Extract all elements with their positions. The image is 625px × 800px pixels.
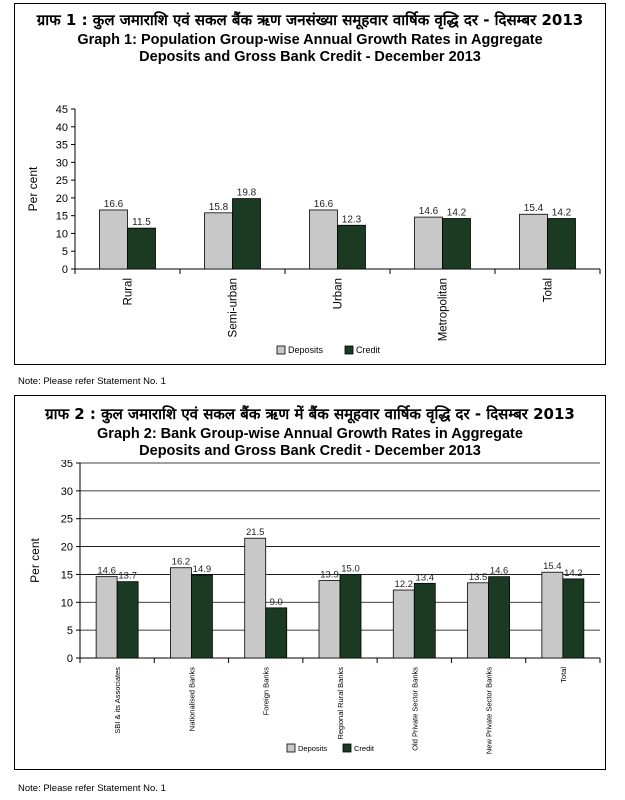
chart-2-bar-deposits [393,590,414,658]
chart-1-legend-swatch-credit [345,346,353,354]
chart-2-category-label: Old Private Sector Banks [410,667,420,751]
chart-2-bar-deposits [542,572,563,658]
chart-2-bar-credit [563,579,584,658]
chart-1-y-tick-label: 25 [55,175,68,188]
chart-1-bar-credit [443,219,471,269]
chart-2-bar-credit [117,582,138,658]
chart-1-category-label: Metropolitan [437,278,450,342]
chart-1-title-line1: Graph 1: Population Group-wise Annual Growth Rates in Aggregate [77,32,543,48]
chart-1-bar-deposits [205,213,233,269]
chart-1-data-label: 15.4 [523,203,544,215]
chart-2-data-label: 9.0 [269,596,283,608]
chart-2-bar-deposits [468,583,489,658]
chart-1-data-label: 14.2 [551,207,572,219]
chart-1-note: Note: Please refer Statement No. 1 [18,376,166,387]
chart-2-y-tick-label: 0 [66,653,73,665]
chart-2-hindi-title: ग्राफ 2 : कुल जमाराशि एवं सकल बैंक ऋण में बैंक समूहवार वार्षिक वृद्धि दर - दिसम्बर 2013 [45,405,575,423]
chart-2-data-label: 14.9 [192,563,212,575]
chart-2-category-label: Total [558,667,568,683]
chart-2-legend-swatch-credit [343,744,351,752]
chart-2-data-label: 14.6 [97,565,116,577]
chart-1-bar-credit [548,219,576,269]
chart-1-y-tick-label: 30 [55,157,68,170]
chart-2-category-label: Regional Rural Banks [336,667,345,740]
chart-1-y-tick-label: 15 [55,210,68,223]
chart-2-y-tick-label: 5 [66,625,73,638]
chart-1-data-label: 16.6 [313,198,334,210]
chart-2-category-label: SBI & its Associates [113,667,123,734]
chart-1-y-tick-label: 45 [55,104,68,116]
chart-2-data-label: 14.6 [489,565,509,577]
chart-1-hindi-title: ग्राफ 1 : कुल जमाराशि एवं सकल बैंक ऋण जनसंख्या समूहवार वार्षिक वृद्धि दर - दिसम्बर 2013 [36,11,584,29]
chart-2-bar-credit [489,577,510,658]
chart-1-bar-deposits [310,210,338,269]
chart-2-y-tick-label: 30 [60,485,73,498]
chart-1-legend-label-credit: Credit [356,345,381,355]
chart-1-y-tick-label: 10 [55,228,68,241]
chart-2-legend-label-credit: Credit [354,744,375,753]
chart-1-legend-swatch-deposits [277,346,285,354]
chart-1-data-label: 15.8 [208,201,229,213]
chart-1-bar-deposits [100,210,128,269]
chart-1-y-tick-label: 0 [61,264,68,276]
chart-2-category-label: New Private Sector Banks [484,667,494,755]
chart-2-y-tick-label: 10 [60,597,73,610]
chart-2-panel [14,395,606,770]
chart-2-legend-label-deposits: Deposits [298,744,328,753]
chart-1-y-tick-label: 40 [55,121,68,134]
chart-1-bar-deposits [415,217,443,269]
chart-2-y-tick-label: 20 [60,541,73,554]
chart-1-panel [14,3,606,365]
chart-2-bar-deposits [319,581,340,658]
chart-2-data-label: 21.5 [245,527,265,539]
chart-2-y-tick-label: 25 [60,513,73,526]
chart-2-y-tick-label: 15 [60,569,73,582]
chart-1-y-tick-label: 35 [55,139,68,152]
chart-1-bar-credit [128,228,156,269]
chart-2-bar-credit [340,574,361,658]
chart-1-bar-credit [338,225,366,269]
chart-2-bar-credit [191,575,212,658]
chart-1-bar-deposits [520,214,548,269]
chart-2-bar-credit [266,608,287,658]
chart-1-data-label: 12.3 [341,214,362,226]
chart-1-data-label: 14.6 [418,206,439,218]
chart-2-title-line2: Deposits and Gross Bank Credit - December 2013 [139,443,481,459]
chart-1-y-tick-label: 5 [61,246,68,259]
chart-2-legend-swatch-deposits [287,744,295,752]
chart-2-data-label: 12.2 [394,579,414,591]
chart-2-data-label: 15.0 [341,563,360,575]
chart-2-title-line1: Graph 2: Bank Group-wise Annual Growth Rates in Aggregate [97,426,523,442]
chart-2-bar-deposits [96,577,117,658]
chart-2-y-tick-label: 35 [60,460,73,470]
chart-1-y-axis-title: Per cent [26,166,40,212]
chart-1-plot [15,66,605,366]
chart-1-category-label: Semi-urban [227,278,240,338]
chart-1-title-line2: Deposits and Gross Bank Credit - December 2013 [139,49,481,65]
chart-1-category-label: Total [542,278,555,303]
chart-1-y-tick-label: 20 [55,192,68,205]
chart-2-bar-deposits [245,538,266,658]
chart-1-bar-credit [233,199,261,269]
chart-2-plot [15,460,605,768]
chart-1-category-label: Urban [332,278,345,310]
chart-2-note: Note: Please refer Statement No. 1 [18,783,166,794]
chart-1-data-label: 19.8 [236,187,257,199]
chart-1-legend-label-deposits: Deposits [288,345,324,355]
chart-2-data-label: 16.2 [171,556,191,568]
chart-2-data-label: 13.5 [468,571,488,583]
chart-2-category-label: Nationalised Banks [187,667,197,732]
chart-1-data-label: 11.5 [132,217,151,229]
chart-2-y-axis-title: Per cent [28,538,42,583]
chart-2-category-label: Foreign Banks [261,667,271,716]
chart-2-data-label: 13.9 [320,569,339,581]
chart-2-data-label: 14.2 [564,567,583,579]
chart-1-category-label: Rural [122,278,135,306]
chart-2-bar-credit [414,583,435,658]
chart-2-data-label: 13.7 [118,570,137,582]
chart-1-data-label: 16.6 [103,198,124,210]
chart-2-data-label: 13.4 [415,572,435,584]
chart-1-data-label: 14.2 [446,207,467,219]
chart-2-data-label: 15.4 [543,561,562,573]
chart-2-bar-deposits [170,568,191,658]
